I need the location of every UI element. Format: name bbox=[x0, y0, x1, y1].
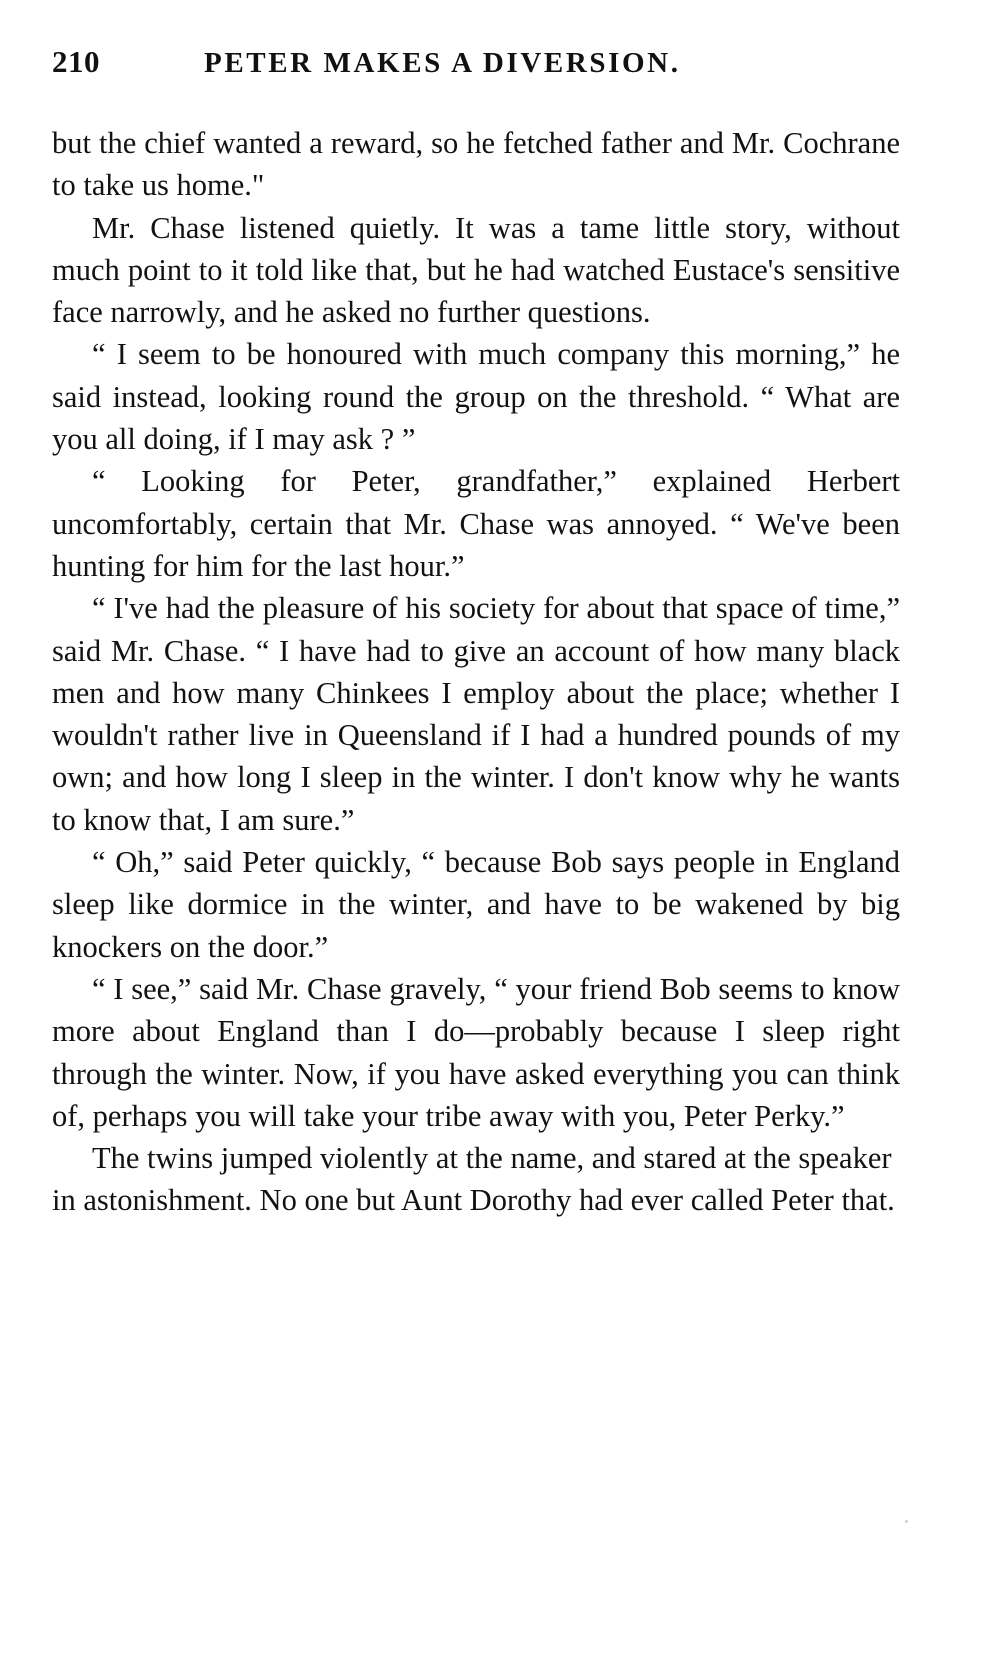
page-number: 210 bbox=[52, 44, 100, 79]
paragraph: “ Looking for Peter, grandfather,” explained Herbert uncomfortably, certain that Mr. Chase was annoyed. “ We've been hunting for him for the last hour.” bbox=[52, 464, 900, 583]
paragraph: “ Oh,” said Peter quickly, “ because Bob says people in England sleep like dormice in the winter, and have to be wakened by big knockers on the door.” bbox=[52, 845, 900, 964]
paragraph: but the chief wanted a reward, so he fetched father and Mr. Cochrane to take us home." bbox=[52, 126, 900, 203]
page-body bbox=[52, 122, 900, 1222]
paragraph: “ I seem to be honoured with much company this morning,” he said instead, looking round the group on the threshold. “ What are you all doing, if I may ask ? ” bbox=[52, 337, 900, 457]
paragraph: “ I see,” said Mr. Chase gravely, “ your friend Bob seems to know more about England than I do—probably because I sleep right through the winter. Now, if you have asked everything you can think of, perhaps you will take your tribe away with you, Peter Perky.” bbox=[52, 971, 900, 1133]
paragraph: “ I've had the pleasure of his society for about that space of time,” said Mr. Chase. “ I have had to give an account of how many black men and how many Chinkees I employ about the place; whether I wouldn't rather live in Queensland if I had a hundred pounds of my own; and how long I sleep in the winter. I don't know why he wants to know that, I am sure.” bbox=[52, 591, 900, 837]
page-header bbox=[52, 44, 900, 80]
running-head-title: PETER MAKES A DIVERSION. bbox=[204, 47, 681, 79]
paragraph: The twins jumped violently at the name, and stared at the speaker in astonishment. No one but Aunt Dorothy had ever called Peter that. bbox=[52, 1141, 895, 1218]
paragraph: Mr. Chase listened quietly. It was a tame little story, without much point to it told like that, but he had watched Eustace's sensitive face narrowly, and he asked no further questions. bbox=[52, 210, 900, 330]
scan-speck bbox=[905, 1520, 908, 1523]
